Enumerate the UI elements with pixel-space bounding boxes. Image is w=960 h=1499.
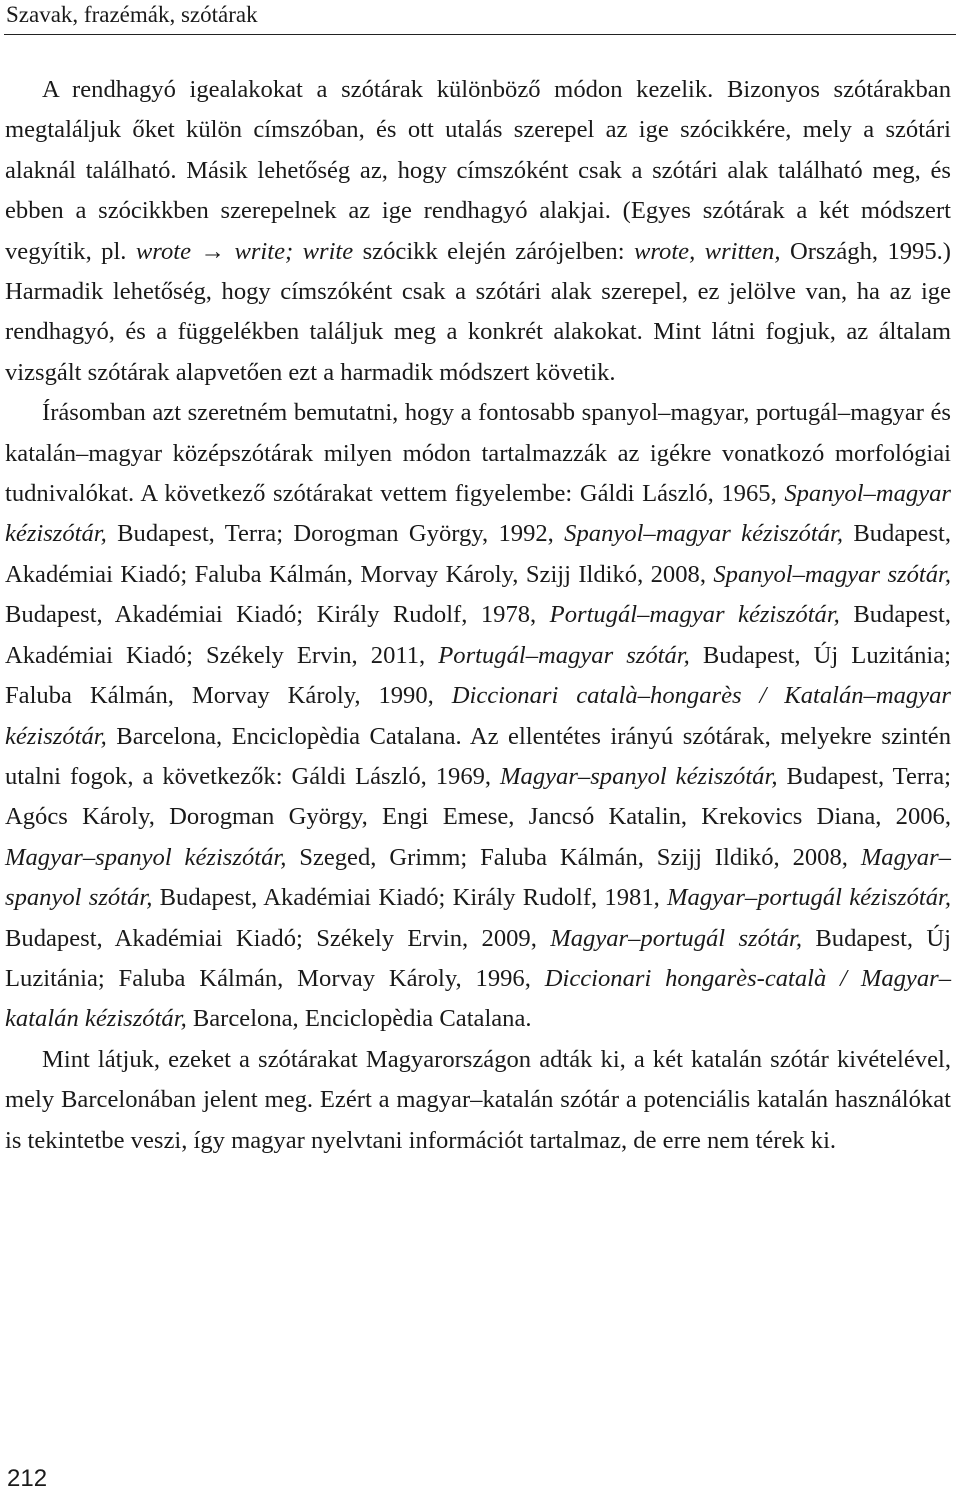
paragraph bbox=[5, 1040, 951, 1161]
text-run: Országh, 1995.) Harmadik lehetőség, hogy címszóként csak a szótári alak szerepel, ez jelölve van, ha az ige rendhagyó, és a függelékben találjuk meg a konkrét alakokat. Mint látni fogjuk, az általam vizsgált szótárak alapvetően ezt a harmadik módszert követik. bbox=[5, 237, 951, 386]
paragraph bbox=[5, 70, 951, 393]
italic-run: Magyar–portugál kéziszótár, bbox=[667, 884, 951, 912]
paragraph bbox=[5, 393, 951, 1040]
text-run: Barcelona, Enciclopèdia Catalana. Az ellentétes irányú szótárak, melyekre szintén utalni fogok, a következők: Gáldi László, 1969, bbox=[5, 722, 951, 790]
text-run: Szeged, Grimm; Faluba Kálmán, Szijj Ildikó, 2008, bbox=[286, 843, 861, 871]
page-number: 212 bbox=[7, 1465, 48, 1492]
text-run: Barcelona, Enciclopèdia Catalana. bbox=[186, 1005, 532, 1033]
text-run: Írásomban azt szeretném bemutatni, hogy a fontosabb spanyol–magyar, portugál–magyar és katalán–magyar középszótárak milyen módon tartalmazzák az igékre vonatkozó morfológiai tudnivalókat. A következő szótárakat vettem figyelembe: Gáldi László, 1965, bbox=[5, 399, 951, 508]
text-run: szócikk elején zárójelben: bbox=[353, 237, 634, 265]
italic-run: Diccionari català–hongarès / Katalán–magyar kéziszótár, bbox=[5, 682, 951, 750]
text-run: Budapest, Akadémiai Kiadó; Király Rudolf, 1978, bbox=[5, 601, 550, 629]
italic-run: wrote → write; write bbox=[135, 237, 354, 265]
italic-run: Magyar–spanyol kéziszótár, bbox=[5, 843, 287, 871]
text-run: Budapest, Akadémiai Kiadó; Székely Ervin, 2009, bbox=[5, 924, 551, 952]
text-run: Mint látjuk, ezeket a szótárakat Magyarországon adták ki, a két katalán szótár kivételével, mely Barcelonában jelent meg. Ezért a magyar–katalán szótár a potenciális katalán használókat is tekintetbe veszi, így magyar nyelvtani információt tartalmaz, de erre nem térek ki. bbox=[5, 1045, 951, 1154]
body-text bbox=[5, 70, 951, 1161]
italic-run: Portugál–magyar szótár, bbox=[438, 641, 690, 669]
text-run: Budapest, Akadémiai Kiadó; Faluba Kálmán, Morvay Károly, Szijj Ildikó, 2008, bbox=[5, 520, 951, 588]
text-run: Budapest, Akadémiai Kiadó; Székely Ervin, 2011, bbox=[5, 601, 952, 669]
italic-run: Spanyol–magyar szótár, bbox=[713, 560, 951, 588]
italic-run: Spanyol–magyar kéziszótár, bbox=[5, 480, 951, 548]
italic-run: Diccionari hongarès-català / Magyar–katalán kéziszótár, bbox=[5, 964, 951, 1033]
text-run: A rendhagyó igealakokat a szótárak különböző módon kezelik. Bizonyos szótárakban megtaláljuk őket külön címszóban, és ott utalás szerepel az ige szócikkére, mely a szótári alaknál található. Másik lehetőség az, hogy címszóként csak a szótári alak található meg, és ebben a szócikkben szerepelnek az ige rendhagyó alakjai. (Egyes szótárak a két módszert vegyítik, pl. bbox=[5, 76, 951, 265]
italic-run: Magyar–portugál szótár, bbox=[550, 924, 803, 952]
italic-run: Spanyol–magyar kéziszótár, bbox=[564, 520, 843, 548]
italic-run: Magyar–spanyol szótár, bbox=[5, 843, 951, 912]
text-run: Budapest, Új Luzitánia; Faluba Kálmán, Morvay Károly, 1996, bbox=[5, 924, 951, 992]
text-run: Budapest, Terra; Agócs Károly, Dorogman György, Engi Emese, Jancsó Katalin, Krekovics Diana, 2006, bbox=[5, 762, 951, 831]
italic-run: Magyar–spanyol kéziszótár, bbox=[500, 762, 778, 790]
italic-run: wrote, written, bbox=[633, 237, 781, 265]
header-rule bbox=[4, 34, 956, 35]
text-run: Budapest, Akadémiai Kiadó; Király Rudolf, 1981, bbox=[152, 884, 668, 912]
text-run: Budapest, Terra; Dorogman György, 1992, bbox=[106, 520, 565, 548]
running-header: Szavak, frazémák, szótárak bbox=[6, 2, 258, 27]
italic-run: Portugál–magyar kéziszótár, bbox=[549, 601, 840, 629]
text-run: Budapest, Új Luzitánia; Faluba Kálmán, Morvay Károly, 1990, bbox=[5, 641, 952, 710]
